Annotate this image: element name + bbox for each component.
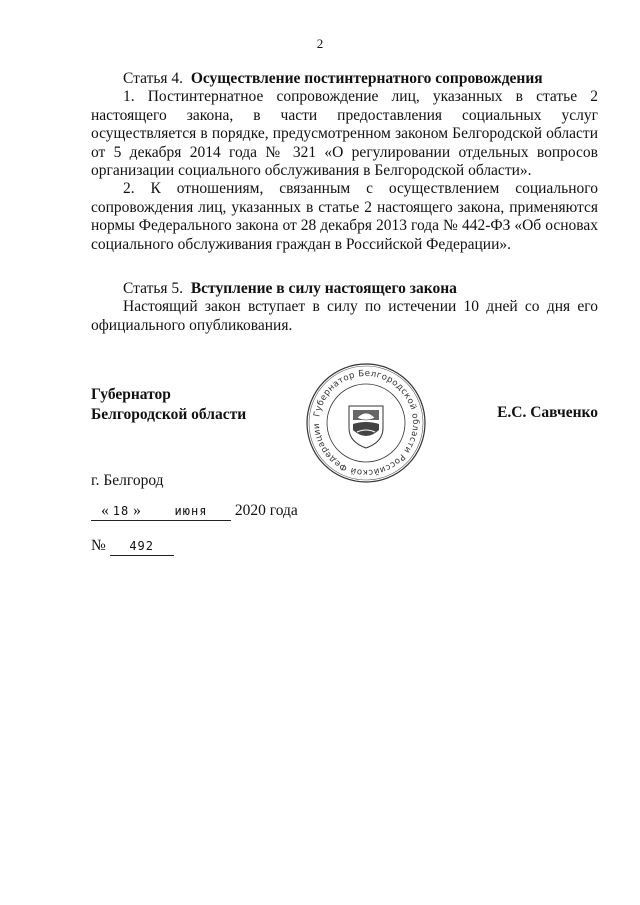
signatory-title-line-2: Белгородской области	[91, 406, 247, 423]
date-month: июня	[174, 504, 208, 518]
date-month-field	[151, 502, 231, 521]
date-open-quote: «	[101, 502, 109, 519]
article-5-heading	[91, 280, 598, 298]
article-4-paragraph-1: 1. Постинтернатное сопровождение лиц, указанных в статье 2 настоящего закона, в части предоставления социальных услуг осуществляется в порядке, предусмотренном законом Белгородской области от 5 декабря 2014 года № 321 «О регулировании отдельных вопросов организации социального обслуживания в Белгородской области».	[91, 88, 598, 180]
signatory-name: Е.С. Савченко	[497, 404, 598, 421]
article-4-label: Статья 4.	[123, 70, 184, 87]
signatory-title-line-1: Губернатор	[91, 386, 171, 403]
seal-ring-text: Губернатор Белгородской области Российской Федерации	[311, 368, 421, 478]
article-4-paragraph-2: 2. К отношениям, связанным с осуществлением социального сопровождения лиц, указанных в статье 2 настоящего закона, применяются нормы Федерального закона от 28 декабря 2013 года № 442-ФЗ «Об основах социального обслуживания граждан в Российской Федерации».	[91, 180, 598, 253]
article-5	[91, 280, 598, 335]
article-4-title: Осуществление постинтернатного сопровождения	[190, 70, 543, 87]
article-5-label: Статья 5.	[123, 280, 184, 297]
article-5-paragraph-1: Настоящий закон вступает в силу по истечении 10 дней со дня его официального опубликования.	[91, 298, 598, 334]
official-seal	[305, 362, 427, 484]
date-close-quote: »	[133, 502, 141, 519]
law-number-value: 492	[129, 539, 155, 553]
date-year: 2020 года	[234, 502, 298, 519]
article-4-heading	[91, 70, 598, 88]
signing-city: г. Белгород	[91, 472, 164, 489]
signatory-title	[91, 385, 246, 425]
date-day-field	[91, 502, 151, 521]
law-number	[91, 537, 174, 556]
signing-date	[91, 502, 298, 521]
article-4	[91, 70, 598, 254]
page-number: 2	[316, 36, 324, 51]
law-number-field	[110, 537, 174, 556]
article-5-title: Вступление в силу настоящего закона	[190, 280, 457, 297]
date-day: 18	[112, 504, 130, 518]
law-number-label: №	[91, 537, 106, 554]
coat-of-arms-icon	[349, 406, 383, 448]
